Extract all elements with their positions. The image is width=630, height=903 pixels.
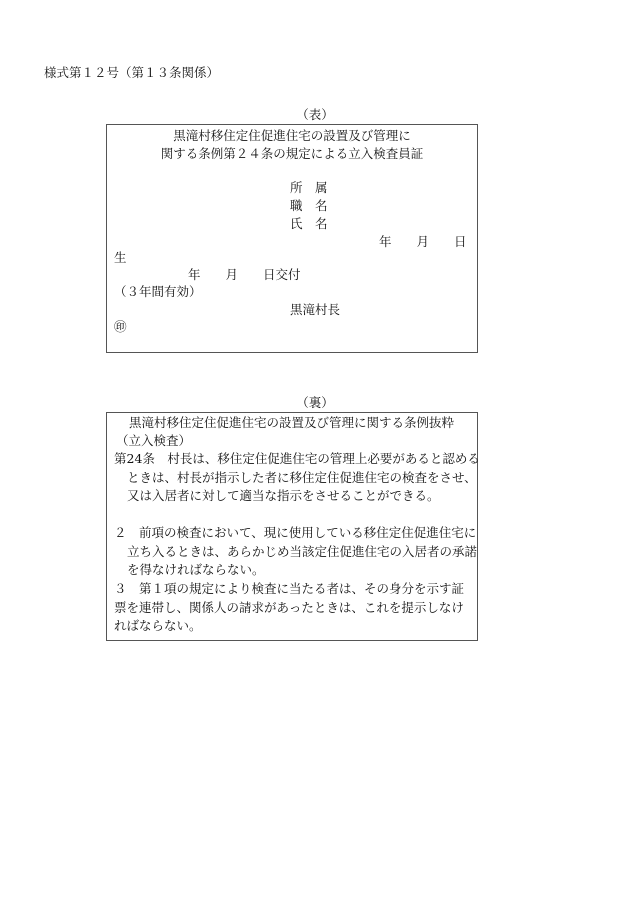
validity-period: （３年間有効） [114, 284, 202, 299]
issue-date-line: 年 月 日交付 [188, 267, 301, 282]
back-subheading: （立入検査） [116, 433, 192, 448]
id-card-front [106, 124, 478, 353]
article-24-paragraph-3: ３ 第１項の規定により検査に当たる者は、その身分を示す証票を連帯し、関係人の請求があったときは、これを提示しなければならない。 [114, 581, 465, 633]
field-affiliation: 所 属 [290, 180, 328, 195]
birth-date-line: 年 月 日 [379, 234, 467, 249]
id-card-back [106, 412, 478, 641]
article-24-text: 第24条 村長は、移住定住促進住宅の管理上必要があると認めるときは、村長が指示した者に移住定住促進住宅の検査をさせ、又は入居者に対して適当な指示をさせることができる。 [114, 451, 480, 503]
article-24-paragraph-2: ２ 前項の検査において、現に使用している移住定住促進住宅に立ち入るときは、あらかじめ当該定住促進住宅の入居者の承諾を得なければならない。 [114, 525, 478, 577]
seal-mark: ㊞ [114, 319, 127, 334]
back-side-label: （裏） [296, 395, 334, 410]
field-name: 氏 名 [290, 216, 328, 231]
front-side-label: （表） [296, 107, 334, 122]
issuer-name: 黒滝村長 [290, 302, 341, 317]
back-heading: 黒滝村移住定住促進住宅の設置及び管理に関する条例抜粋 [129, 415, 455, 430]
front-title-line-1: 黒滝村移住定住促進住宅の設置及び管理に [173, 128, 411, 143]
birth-suffix: 生 [114, 250, 127, 265]
front-title-line-2: 関する条例第２４条の規定による立入検査員証 [160, 146, 424, 161]
form-number: 様式第１２号（第１３条関係） [44, 65, 220, 80]
field-position: 職 名 [290, 198, 328, 213]
